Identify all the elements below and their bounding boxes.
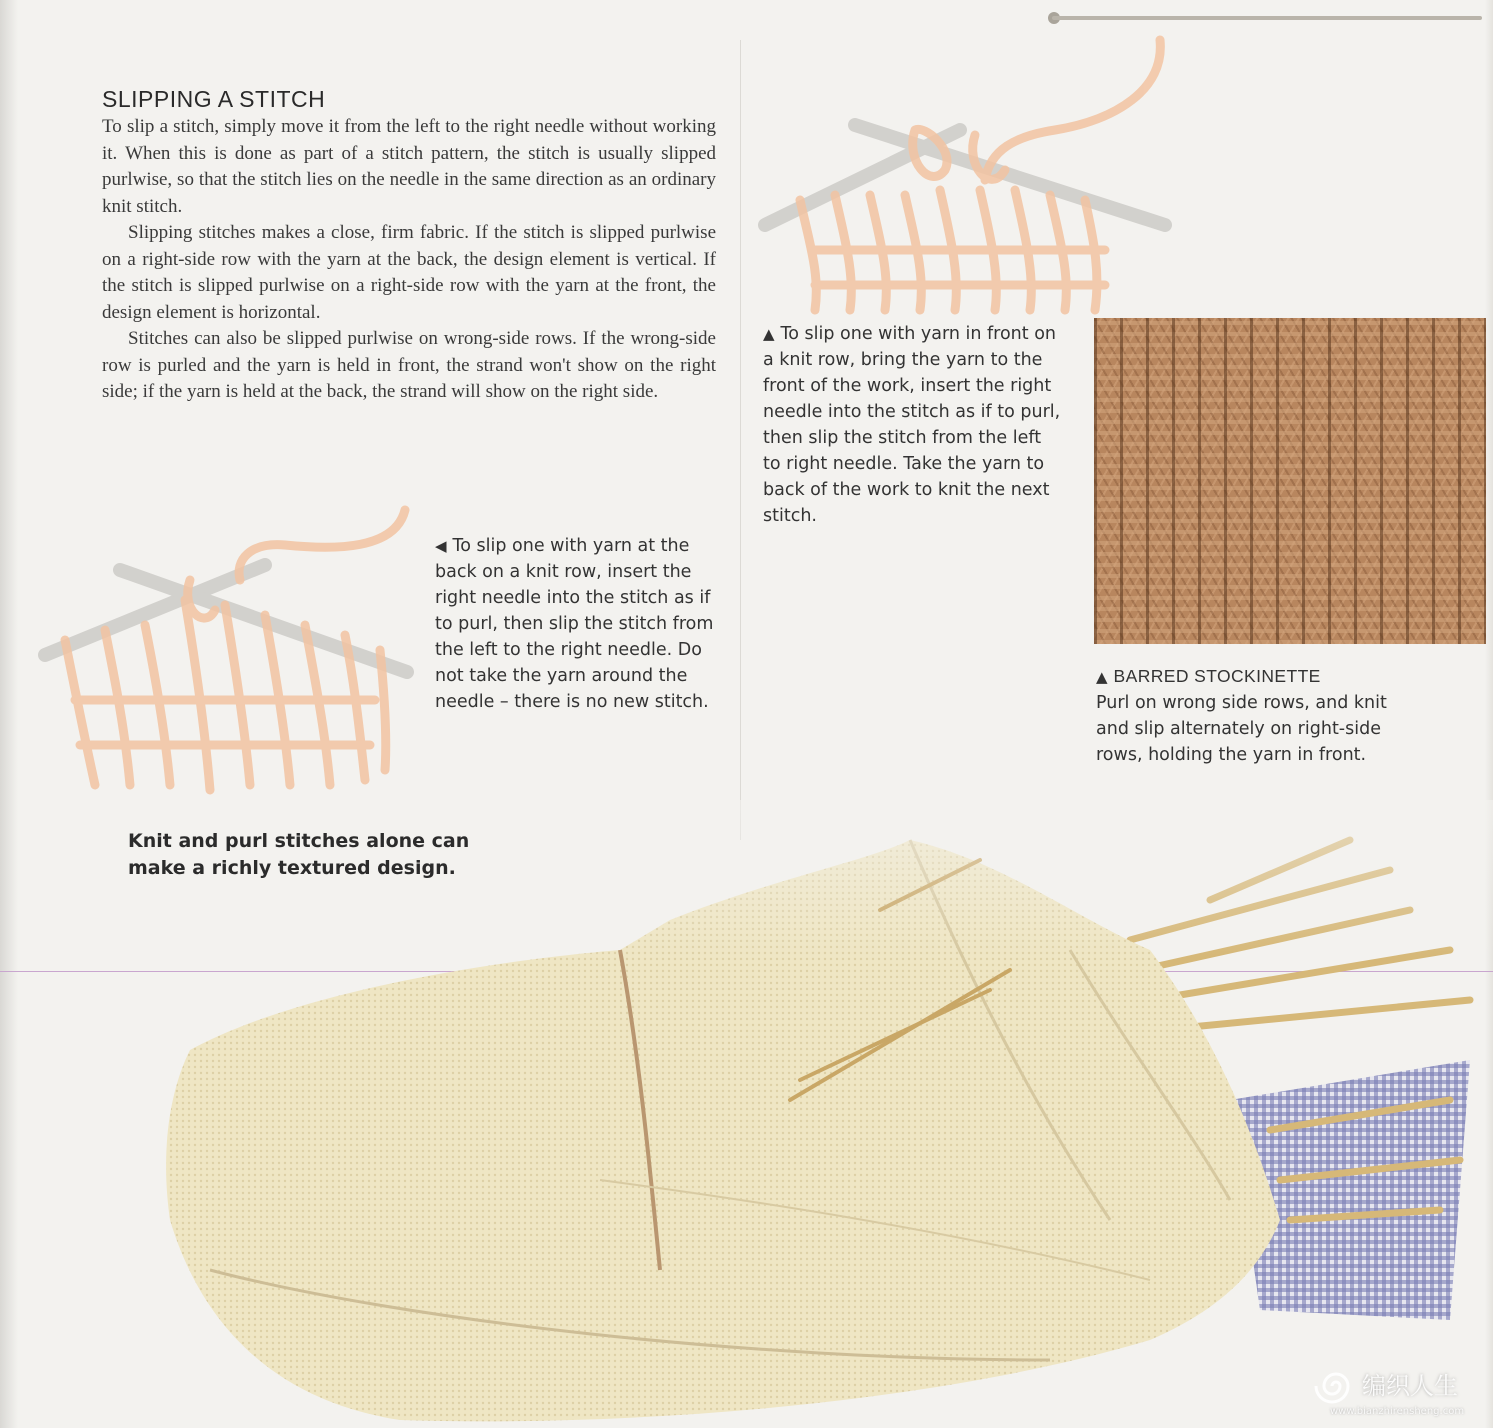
caption-yarn-front xyxy=(763,321,1063,529)
caption-yarn-back xyxy=(435,533,725,715)
illustration-yarn-back xyxy=(35,500,415,800)
watermark-brand: 编织人生 xyxy=(1362,1372,1458,1400)
up-arrow-icon: ▲ xyxy=(763,325,775,343)
body-text xyxy=(102,114,716,406)
illustration-yarn-front xyxy=(755,30,1175,315)
caption-barred-title: BARRED STOCKINETTE xyxy=(1113,666,1321,686)
caption-yarn-back-text: To slip one with yarn at the back on a knit row, insert the right needle into the stitch as if to purl, then slip the stitch from the left to the right needle. Do not take the yarn around the needle – there is no new stitch. xyxy=(435,536,714,712)
paragraph-3: Stitches can also be slipped purlwise on wrong-side rows. If the wrong-side row is purled and the yarn is held in front, the strand won't show on the right side; if the yarn is held at the back, the strand will show on the right side. xyxy=(102,328,716,402)
paragraph-2: Slipping stitches makes a close, firm fabric. If the stitch is slipped purlwise on a right-side row with the yarn at the back, the design element is vertical. If the stitch is slipped purlwise on a right-side row with the yarn at the front, the design element is horizontal. xyxy=(102,222,716,323)
column-divider xyxy=(740,40,741,840)
up-arrow-icon: ▲ xyxy=(1096,668,1108,686)
caption-barred-stockinette xyxy=(1096,663,1396,768)
page-gutter-shadow xyxy=(0,0,18,1428)
knitted-fabric-photo xyxy=(150,800,1493,1428)
watermark xyxy=(1310,1362,1490,1422)
section-title: SLIPPING A STITCH xyxy=(102,86,326,112)
left-arrow-icon: ◀ xyxy=(435,537,447,555)
barred-stockinette-swatch xyxy=(1094,318,1486,644)
caption-barred-text: Purl on wrong side rows, and knit and slip alternately on right-side rows, holding the yarn in front. xyxy=(1096,693,1387,765)
needle-decoration xyxy=(1052,16,1482,20)
caption-yarn-front-text: To slip one with yarn in front on a knit row, bring the yarn to the front of the work, insert the right needle into the stitch as if to purl, then slip the stitch from the left to right needle. Take the yarn to back of the work to knit the next stitch. xyxy=(763,324,1061,526)
watermark-url: www.bianzhirensheng.com xyxy=(1330,1406,1465,1417)
paragraph-1: To slip a stitch, simply move it from the left to the right needle without working it. When this is done as part of a stitch pattern, the stitch is usually slipped purlwise, so that the stitch lies on the needle in the same direction as an ordinary knit stitch. xyxy=(102,116,716,217)
photo-caption: Knit and purl stitches alone can make a richly textured design. xyxy=(128,830,470,879)
spiral-logo-icon xyxy=(1314,1366,1358,1406)
